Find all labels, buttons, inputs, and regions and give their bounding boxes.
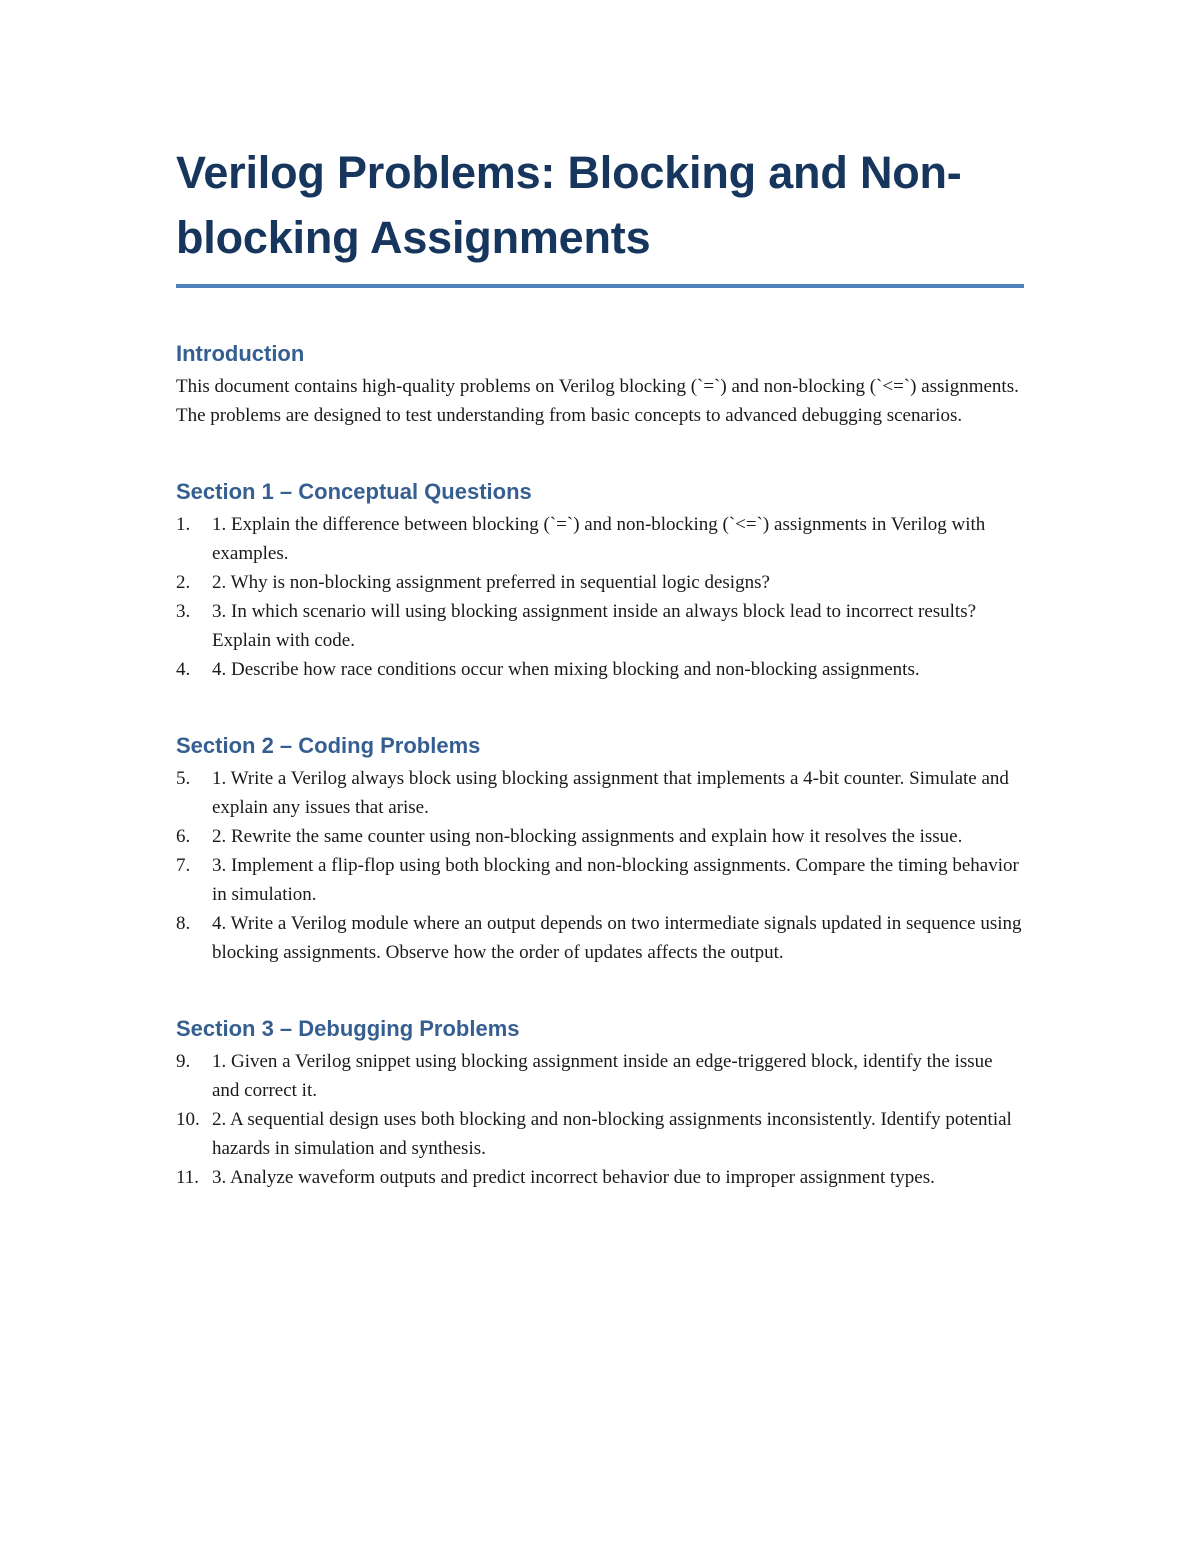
question-text: 3. Implement a flip-flop using both blocking and non-blocking assignments. Compare the timing behavior in simulation. (212, 855, 1019, 905)
question-number: 9. (176, 1051, 191, 1072)
question-number: 11. (176, 1167, 200, 1188)
question-item (176, 510, 1024, 568)
question-item (176, 568, 1024, 597)
section-1-heading: Section 1 – Conceptual Questions (176, 479, 532, 504)
question-text: 1. Given a Verilog snippet using blocking assignment inside an edge-triggered block, identify the issue and correct it. (212, 1051, 993, 1101)
question-item (176, 851, 1024, 909)
question-text: 2. A sequential design uses both blocking and non-blocking assignments inconsistently. Identify potential hazards in simulation and synthesis. (212, 1109, 1012, 1159)
question-number: 10. (176, 1109, 200, 1130)
question-number: 3. (176, 601, 191, 622)
question-number: 6. (176, 826, 191, 847)
question-number: 1. (176, 514, 191, 535)
section-2-question-list (176, 764, 1024, 967)
question-text: 1. Explain the difference between blocking (`=`) and non-blocking (`<=`) assignments in Verilog with examples. (212, 514, 986, 564)
question-item (176, 764, 1024, 822)
question-number: 8. (176, 913, 191, 934)
introduction-text: This document contains high-quality problems on Verilog blocking (`=`) and non-blocking (`<=`) assignments. The problems are designed to test understanding from basic concepts to advanced debugging scenarios. (176, 376, 1019, 426)
question-text: 4. Describe how race conditions occur when mixing blocking and non-blocking assignments. (212, 659, 920, 680)
section-3-question-list (176, 1047, 1024, 1192)
section-2-heading: Section 2 – Coding Problems (176, 733, 481, 758)
question-text: 4. Write a Verilog module where an output depends on two intermediate signals updated in sequence using blocking assignments. Observe how the order of updates affects the output. (212, 913, 1022, 963)
question-text: 2. Why is non-blocking assignment preferred in sequential logic designs? (212, 572, 770, 593)
question-text: 2. Rewrite the same counter using non-blocking assignments and explain how it resolves the issue. (212, 826, 963, 847)
document-page (176, 140, 1024, 1192)
question-item (176, 1105, 1024, 1163)
question-number: 2. (176, 572, 191, 593)
question-number: 4. (176, 659, 191, 680)
question-number: 5. (176, 768, 191, 789)
section-3-heading: Section 3 – Debugging Problems (176, 1016, 520, 1041)
question-item (176, 655, 1024, 684)
question-item (176, 822, 1024, 851)
document-title: Verilog Problems: Blocking and Non-blocking Assignments (176, 140, 1024, 288)
question-item (176, 597, 1024, 655)
introduction-heading: Introduction (176, 341, 305, 366)
question-item (176, 909, 1024, 967)
question-text: 3. Analyze waveform outputs and predict incorrect behavior due to improper assignment types. (212, 1167, 935, 1188)
section-1-question-list (176, 510, 1024, 684)
question-text: 3. In which scenario will using blocking assignment inside an always block lead to incorrect results? Explain with code. (212, 601, 977, 651)
question-item (176, 1163, 1024, 1192)
question-item (176, 1047, 1024, 1105)
question-number: 7. (176, 855, 191, 876)
question-text: 1. Write a Verilog always block using blocking assignment that implements a 4-bit counter. Simulate and explain any issues that arise. (212, 768, 1009, 818)
